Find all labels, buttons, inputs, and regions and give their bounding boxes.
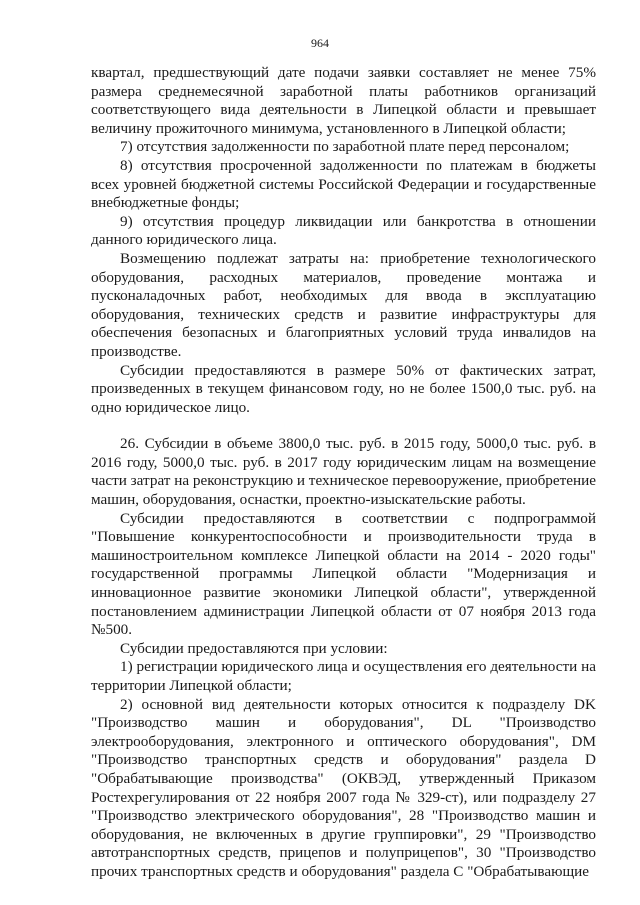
page-body: [91, 64, 596, 882]
paragraph-condition-1: 1) регистрации юридического лица и осуществления его деятельности на территории Липецкой области;: [91, 658, 596, 694]
paragraph-reimbursable-costs: Возмещению подлежат затраты на: приобретение технологического оборудования, расходных материалов, проведение монтажа и пусконаладочных работ, необходимых для ввода в эксплуатацию оборудования, технических средств и развитие инфраструктуры для обеспечения безопасных и благоприятных условий труда инвалидов на производстве.: [91, 249, 596, 360]
section-spacer: [91, 417, 596, 435]
paragraph-condition-2: 2) основной вид деятельности которых относится к подразделу DK "Производство машин и оборудования", DL "Производство электрооборудования, электронного и оптического оборудования", DM "Производство транспортных средств и оборудования" раздела D "Обрабатывающие производства" (ОКВЭД, утвержденный Приказом Ростехрегулирования от 22 ноября 2007 года № 329-ст), или подразделу 27 "Производство электрического оборудования", 28 "Производство машин и оборудования, не включенных в другие группировки", 29 "Производство автотранспортных средств, прицепов и полуприцепов", 30 "Производство прочих транспортных средств и оборудования" раздела C "Обрабатывающие: [91, 695, 596, 880]
page-number: 964: [311, 36, 329, 50]
paragraph-condition-9: 9) отсутствия процедур ликвидации или банкротства в отношении данного юридического лица.: [91, 212, 596, 249]
paragraph-wage-condition: квартал, предшествующий дате подачи заявки составляет не менее 75% размера среднемесячной заработной платы работников организаций соответствующего вида деятельности в Липецкой области и превышает величину прожиточного минимума, установленного в Липецкой области;: [91, 64, 596, 137]
paragraph-conditions-heading: Субсидии предоставляются при условии:: [120, 639, 388, 657]
paragraph-item-26: 26. Субсидии в объеме 3800,0 тыс. руб. в 2015 году, 5000,0 тыс. руб. в 2016 году, 5000,0 тыс. руб. в 2017 году юридическим лицам на возмещение части затрат на реконструкцию и техническое перевооружение, приобретение машин, оборудования, оснастки, проектно-изыскательские работы.: [91, 435, 597, 509]
paragraph-subprogram: Субсидии предоставляются в соответствии с подпрограммой "Повышение конкурентоспособности и производительности труда в машиностроительном комплексе Липецкой области на 2014 - 2020 годы" государственной программы Липецкой области "Модернизация и инновационное развитие экономики Липецкой области", утвержденной постановлением администрации Липецкой области от 07 ноября 2013 года №500.: [91, 509, 596, 639]
paragraph-condition-7: 7) отсутствия задолженности по заработной плате перед персоналом;: [120, 138, 570, 156]
paragraph-subsidy-amount: Субсидии предоставляются в размере 50% от фактических затрат, произведенных в текущем финансовом году, но не более 1500,0 тыс. руб. на одно юридическое лицо.: [91, 361, 596, 416]
paragraph-condition-8: 8) отсутствия просроченной задолженности по платежам в бюджеты всех уровней бюджетной системы Российской Федерации и государственные внебюджетные фонды;: [91, 156, 596, 212]
